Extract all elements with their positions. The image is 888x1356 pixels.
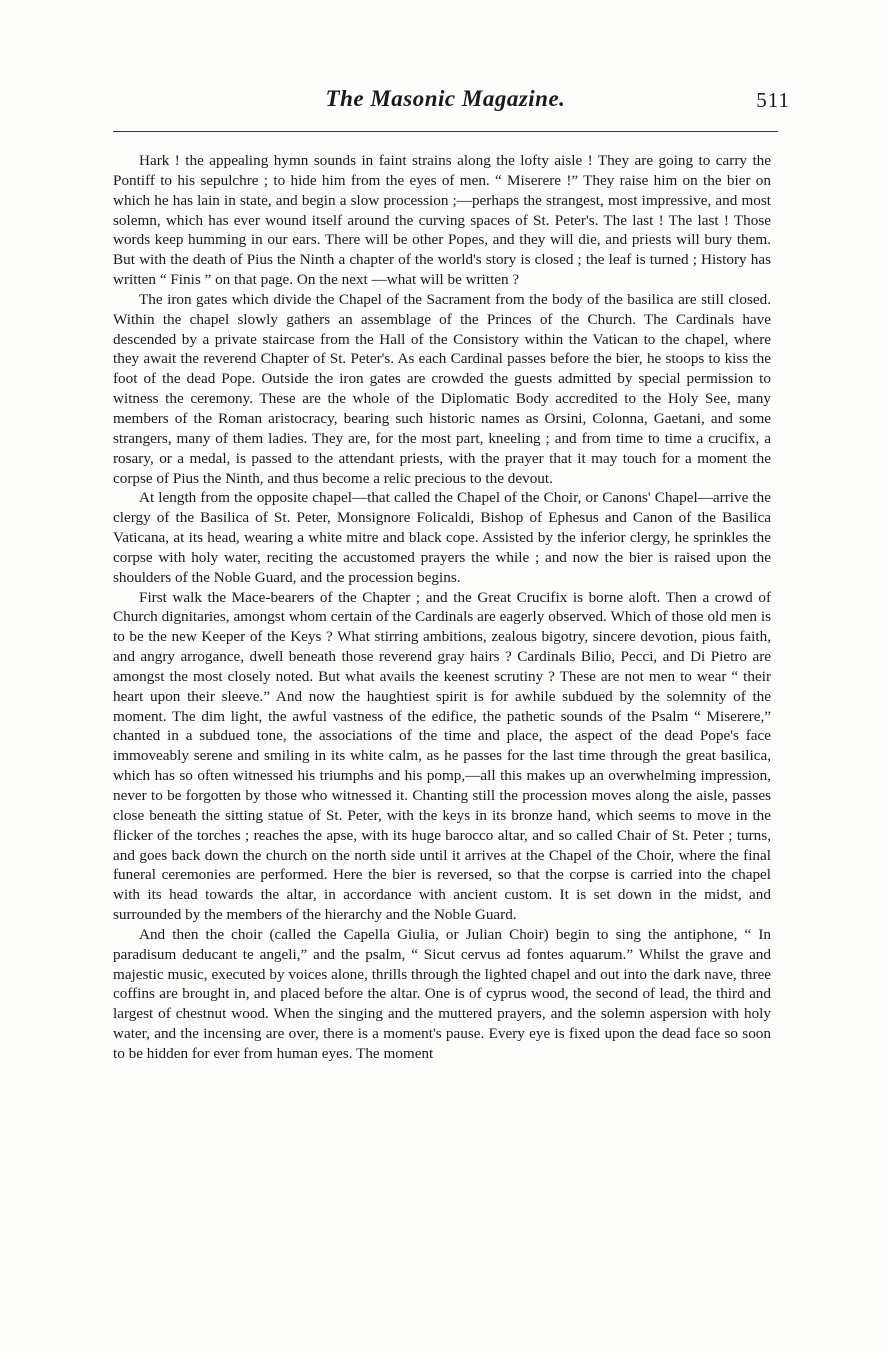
article-body [113, 151, 771, 1064]
paragraph: At length from the opposite chapel—that called the Chapel of the Choir, or Canons' Chapel—arrive the clergy of the Basilica of St. Peter, Monsignore Folicaldi, Bishop of Ephesus and Canon of the Basilica Vaticana, at its head, wearing a white mitre and black cope. Assisted by the inferior clergy, he sprinkles the corpse with holy water, reciting the accustomed prayers the while ; and now the bier is raised upon the shoulders of the Noble Guard, and the procession begins. [113, 489, 771, 586]
paragraph: Hark ! the appealing hymn sounds in faint strains along the lofty aisle ! They are going to carry the Pontiff to his sepulchre ; to hide him from the eyes of men. “ Miserere !” They raise him on the bier on which he has lain in state, and begin a slow procession ;—perhaps the strangest, most impressive, and most solemn, which has ever wound itself around the curving spaces of St. Peter's. The last ! The last ! Those words keep humming in our ears. There will be other Popes, and they will die, and priests will bury them. But with the death of Pius the Ninth a chapter of the world's story is closed ; the leaf is turned ; History has written “ Finis ” on that page. On the next —what will be written ? [113, 152, 771, 289]
paragraph: The iron gates which divide the Chapel of the Sacrament from the body of the basilica are still closed. Within the chapel slowly gathers an assemblage of the Princes of the Church. The Cardinals have descended by a private staircase from the Hall of the Consistory within the Vatican to the chapel, where they await the reverend Chapter of St. Peter's. As each Cardinal passes before the bier, he stoops to kiss the foot of the dead Pope. Outside the iron gates are crowded the guests admitted by special permission to witness the ceremony. These are the whole of the Diplomatic Body accredited to the Holy See, many members of the Roman aristocracy, bearing such historic names as Orsini, Colonna, Gaetani, and some strangers, many of them ladies. They are, for the most part, kneeling ; and from time to time a crucifix, a rosary, or a medal, is passed to the attendant priests, with the prayer that it may touch for a moment the corpse of Pius the Ninth, and thus become a relic precious to the devout. [113, 290, 771, 487]
header-rule [113, 131, 778, 132]
running-title: The Masonic Magazine. [325, 86, 566, 111]
page-header [113, 86, 790, 126]
page-number: 511 [756, 88, 790, 112]
paragraph: First walk the Mace-bearers of the Chapter ; and the Great Crucifix is borne aloft. Then a crowd of Church dignitaries, amongst whom certain of the Cardinals are eagerly observed. Which of those old men is to be the new Keeper of the Keys ? What stirring ambitions, zealous bigotry, sincere devotion, pious faith, and angry arrogance, dwell beneath those reverend gray hairs ? Cardinals Bilio, Pecci, and Di Pietro are amongst the most closely noted. But what avails the keenest scrutiny ? These are not men to wear “ their heart upon their sleeve.” And now the haughtiest spirit is for awhile subdued by the solemnity of the moment. The dim light, the awful vastness of the edifice, the pathetic sounds of the Psalm “ Miserere,” chanted in a subdued tone, the associations of the time and place, the aspect of the dead Pope's face immoveably serene and smiling in its white calm, as he passes for the last time through the great basilica, which has so often witnessed his triumphs and his pomp,—all this makes up an overwhelming impression, never to be forgotten by those who witnessed it. Chanting still the procession moves along the aisle, passes close beneath the sitting statue of St. Peter, with the keys in its bronze hand, which seems to move in the flicker of the torches ; reaches the apse, with its huge barocco altar, and so called Chair of St. Peter ; turns, and goes back down the church on the north side until it arrives at the Chapel of the Choir, where the final funeral ceremonies are performed. Here the bier is reversed, so that the corpse is carried into the chapel with its head towards the altar, in accordance with ancient custom. It is set down in the midst, and surrounded by the members of the hierarchy and the Noble Guard. [113, 588, 771, 924]
paragraph: And then the choir (called the Capella Giulia, or Julian Choir) begin to sing the antiphone, “ In paradisum deducant te angeli,” and the psalm, “ Sicut cervus ad fontes aquarum.” Whilst the grave and majestic music, executed by voices alone, thrills through the lighted chapel and out into the dark nave, three coffins are brought in, and placed before the altar. One is of cyprus wood, the second of lead, the third and largest of chestnut wood. When the singing and the muttered prayers, and the solemn aspersion with holy water, and the incensing are over, there is a moment's pause. Every eye is fixed upon the dead face so soon to be hidden for ever from human eyes. The moment [113, 925, 771, 1062]
